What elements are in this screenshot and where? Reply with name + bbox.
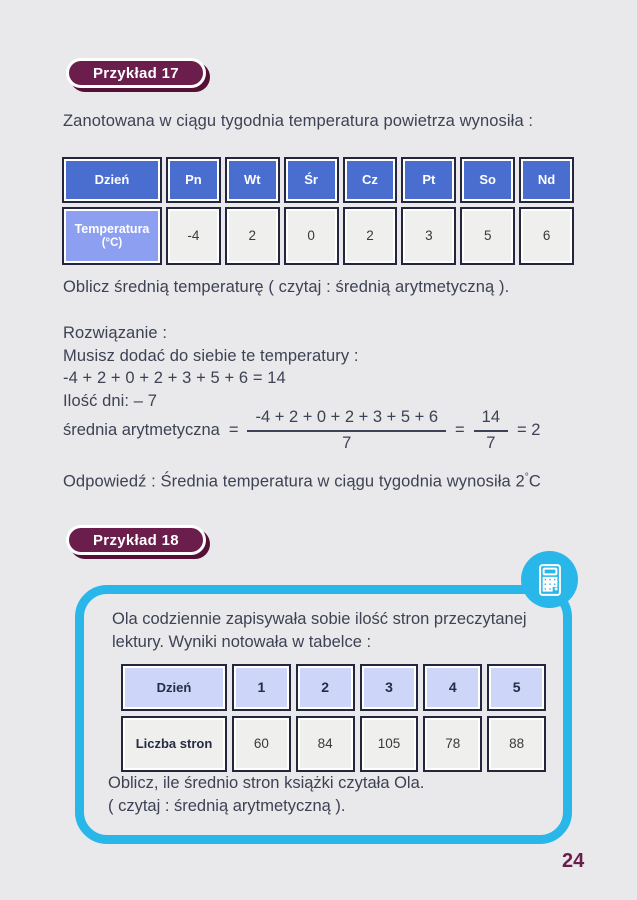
temperature-value-cell: 2 <box>343 207 398 265</box>
fraction-result <box>474 408 508 453</box>
example-18-intro <box>112 608 527 653</box>
task-line: Oblicz, ile średnio stron książki czytała Ola. <box>108 774 425 792</box>
pages-value-cell: 88 <box>487 716 546 772</box>
example-17-intro: Zanotowana w ciągu tygodnia temperatura powietrza wynosiła : <box>63 112 534 130</box>
pages-table-header-cell: 3 <box>360 664 419 711</box>
temperature-value-cell: 0 <box>284 207 339 265</box>
intro-line: Ola codziennie zapisywała sobie ilość stron przeczytanej <box>112 610 527 628</box>
fraction-sum <box>247 408 446 453</box>
pages-table-header-cell: Dzień <box>121 664 227 711</box>
temperature-value-cell: 6 <box>519 207 574 265</box>
example-17-badge-label: Przykład 17 <box>93 64 179 82</box>
example-18-task-box <box>75 585 572 844</box>
pages-table-header-cell: 4 <box>423 664 482 711</box>
temperature-value-cell: 2 <box>225 207 280 265</box>
pages-row-label-cell: Liczba stron <box>121 716 227 772</box>
pages-table-header-cell: 5 <box>487 664 546 711</box>
equals-sign: = <box>455 420 465 439</box>
equals-sign: = <box>228 420 239 439</box>
example-17-task: Oblicz średnią temperaturę ( czytaj : średnią arytmetyczną ). <box>63 278 510 296</box>
temperature-table-header-cell: Pn <box>166 157 221 203</box>
temperature-table-header-cell: So <box>460 157 515 203</box>
formula-label: średnia arytmetyczna <box>63 420 220 439</box>
fraction-denominator: 7 <box>486 433 496 452</box>
calculator-icon-glyph <box>533 563 567 597</box>
solution-line: Ilość dni: – 7 <box>63 391 158 410</box>
pages-table-header-cell: 2 <box>296 664 355 711</box>
page-number: 24 <box>562 850 585 872</box>
temperature-table <box>62 157 574 265</box>
temperature-value-cell: -4 <box>166 207 221 265</box>
fraction-numerator: 14 <box>474 408 508 432</box>
temperature-table-header-cell: Śr <box>284 157 339 203</box>
example-17-answer <box>63 472 541 492</box>
pages-table <box>121 664 546 772</box>
solution-line: -4 + 2 + 0 + 2 + 3 + 5 + 6 = 14 <box>63 369 286 387</box>
pages-table-header-cell: 1 <box>232 664 291 711</box>
formula-result: = 2 <box>517 420 541 439</box>
example-17-solution <box>63 322 359 412</box>
example-18-badge-label: Przykład 18 <box>93 531 179 549</box>
solution-heading: Rozwiązanie : <box>63 324 168 342</box>
task-line: ( czytaj : średnią arytmetyczną ). <box>108 797 346 815</box>
temperature-table-header-cell: Nd <box>519 157 574 203</box>
temperature-table-header-cell: Dzień <box>62 157 162 203</box>
pages-value-cell: 78 <box>423 716 482 772</box>
pages-value-cell: 105 <box>360 716 419 772</box>
example-18-badge <box>66 525 206 555</box>
temperature-row-label-cell <box>62 207 162 265</box>
temperature-table-header-cell: Wt <box>225 157 280 203</box>
pages-value-cell: 60 <box>232 716 291 772</box>
temperature-row-label: Temperatura <box>74 221 150 236</box>
fraction-denominator: 7 <box>342 433 352 452</box>
answer-unit: C <box>528 472 541 491</box>
temperature-value-cell: 3 <box>401 207 456 265</box>
mean-formula <box>63 408 540 453</box>
solution-line: Musisz dodać do siebie te temperatury : <box>63 346 359 365</box>
temperature-table-header-cell: Pt <box>401 157 456 203</box>
fraction-numerator: -4 + 2 + 0 + 2 + 3 + 5 + 6 <box>247 408 446 432</box>
pages-value-cell: 84 <box>296 716 355 772</box>
calculator-icon <box>521 551 578 608</box>
answer-text: Odpowiedź : Średnia temperatura w ciągu tygodnia wynosiła 2 <box>63 472 525 491</box>
temperature-table-header-cell: Cz <box>343 157 398 203</box>
degree-symbol: ° <box>524 472 529 483</box>
example-18-task <box>108 772 424 818</box>
temperature-value-cell: 5 <box>460 207 515 265</box>
temperature-row-unit: (°C) <box>101 236 123 249</box>
intro-line: lektury. Wyniki notowała w tabelce : <box>112 632 372 651</box>
example-17-badge <box>66 58 206 88</box>
